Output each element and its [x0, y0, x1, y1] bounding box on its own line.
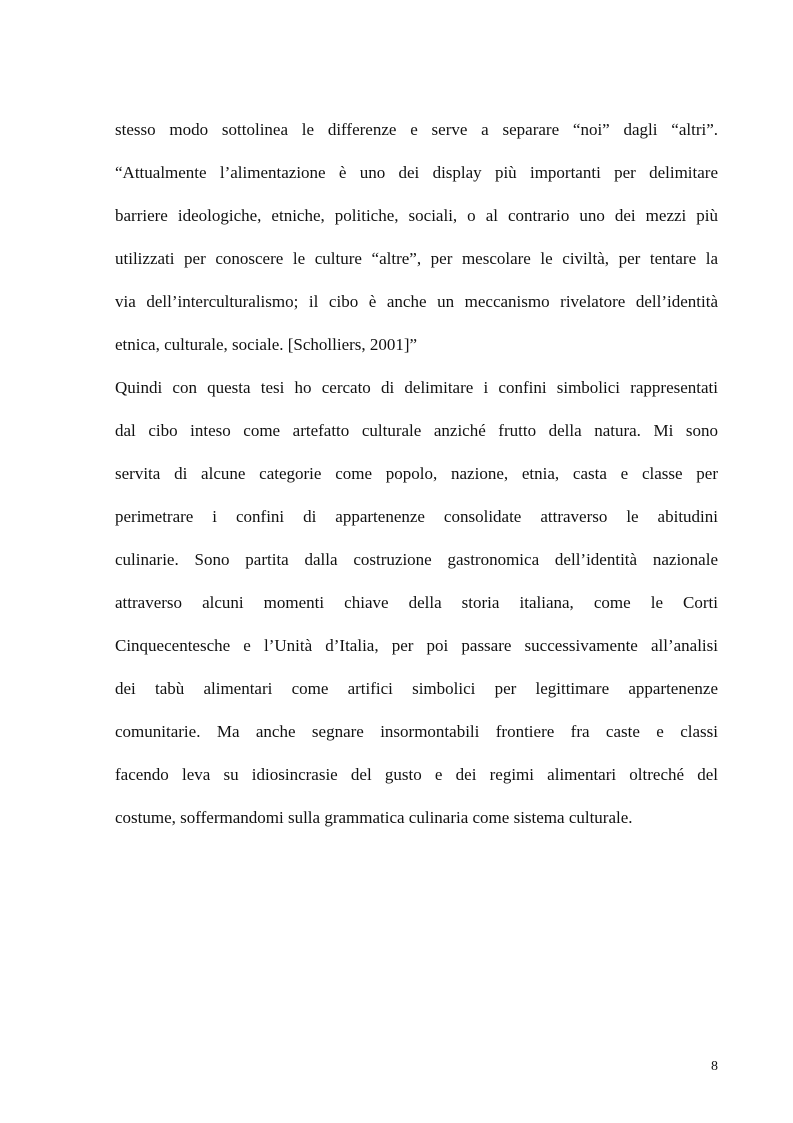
text-line: perimetrare i confini di appartenenze consolidate attraverso le abitudini: [115, 507, 718, 526]
body-text: [115, 108, 718, 839]
text-line: Quindi con questa tesi ho cercato di delimitare i confini simbolici rappresentati: [115, 378, 718, 397]
text-line: culinarie. Sono partita dalla costruzione gastronomica dell’identità nazionale: [115, 550, 718, 569]
text-line: via dell’interculturalismo; il cibo è anche un meccanismo rivelatore dell’identità: [115, 292, 718, 311]
text-line: servita di alcune categorie come popolo, nazione, etnia, casta e classe per: [115, 464, 718, 483]
paragraph-2: [115, 366, 718, 839]
text-line: Cinquecentesche e l’Unità d’Italia, per poi passare successivamente all’analisi: [115, 636, 718, 655]
text-line: attraverso alcuni momenti chiave della storia italiana, come le Corti: [115, 593, 718, 612]
text-line: dei tabù alimentari come artifici simbolici per legittimare appartenenze: [115, 679, 718, 698]
text-line: costume, soffermandomi sulla grammatica culinaria come sistema culturale.: [115, 808, 633, 827]
text-line: etnica, culturale, sociale. [Scholliers, 2001]”: [115, 335, 418, 354]
text-line: “Attualmente l’alimentazione è uno dei display più importanti per delimitare: [115, 163, 718, 182]
text-line: facendo leva su idiosincrasie del gusto e dei regimi alimentari oltreché del: [115, 765, 718, 784]
text-line: barriere ideologiche, etniche, politiche, sociali, o al contrario uno dei mezzi più: [115, 206, 718, 225]
page-number: 8: [711, 1059, 718, 1074]
text-line: dal cibo inteso come artefatto culturale anziché frutto della natura. Mi sono: [115, 421, 718, 440]
text-line: comunitarie. Ma anche segnare insormontabili frontiere fra caste e classi: [115, 722, 718, 741]
paragraph-1: [115, 108, 718, 366]
text-line: utilizzati per conoscere le culture “altre”, per mescolare le civiltà, per tentare la: [115, 249, 718, 268]
text-line: stesso modo sottolinea le differenze e serve a separare “noi” dagli “altri”.: [115, 120, 718, 139]
